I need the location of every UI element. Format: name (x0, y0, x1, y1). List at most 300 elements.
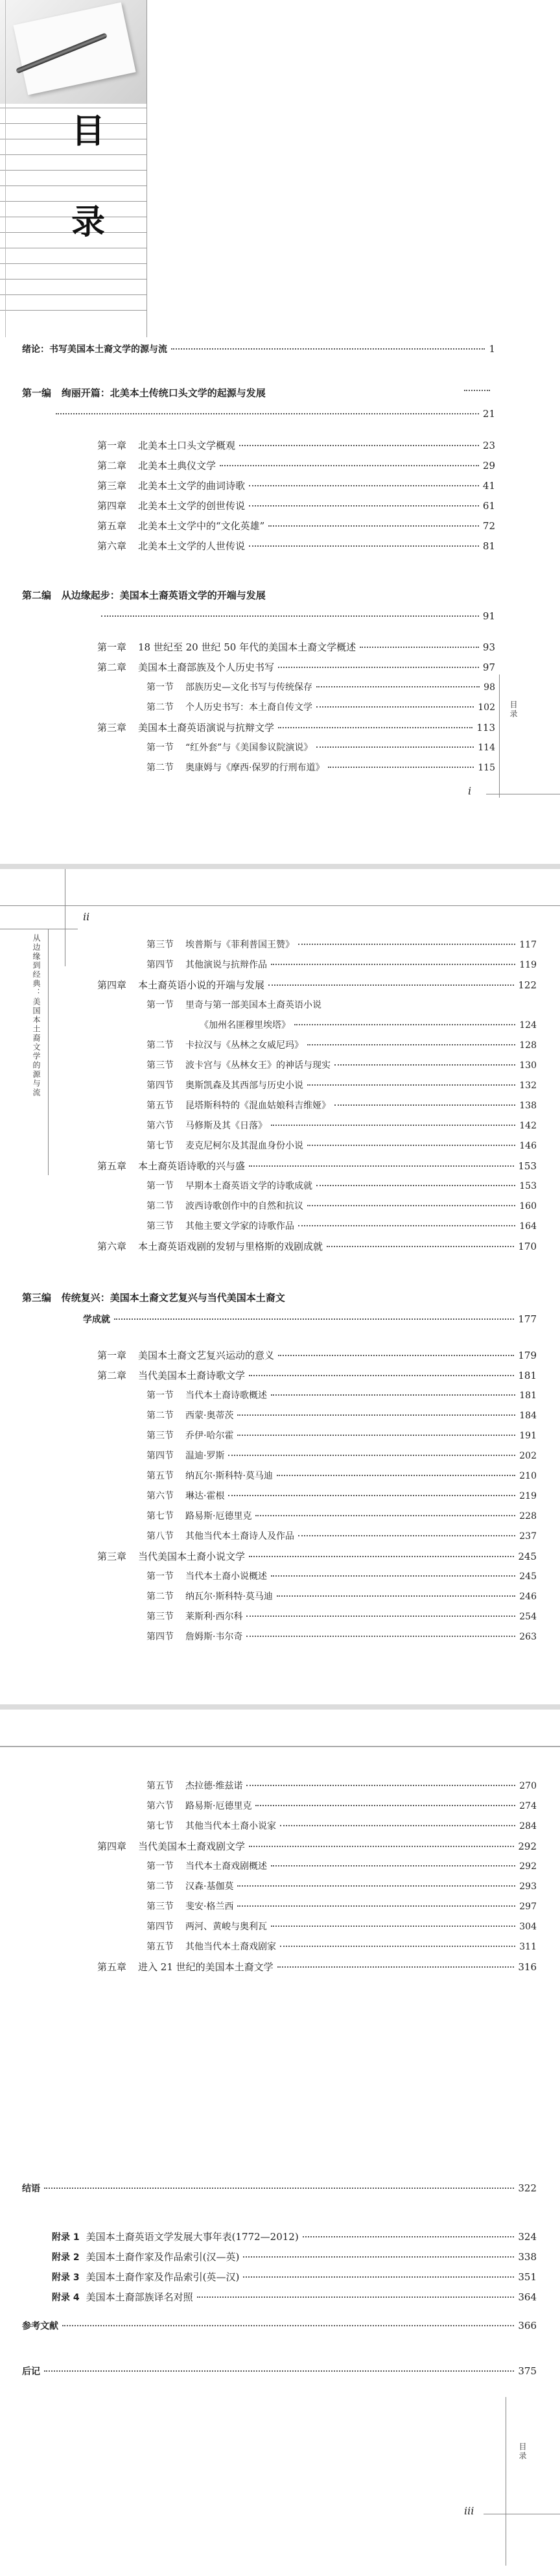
entry-label: 第一节 (146, 743, 174, 753)
entry-title: 汉森·基伽莫 (185, 1881, 234, 1892)
toc-section[interactable] (146, 938, 537, 951)
entry-title: 早期本土裔英语文学的诗歌成就 (185, 1181, 312, 1191)
appendix-label: 附录 4 (52, 2293, 80, 2303)
entry-title: 部族历史—文化书写与传统保存 (185, 682, 312, 693)
toc-section[interactable] (146, 1180, 537, 1193)
references-label: 参考文献 (22, 2321, 58, 2332)
entry-label: 第三节 (146, 1221, 174, 1232)
entry-label: 第二节 (146, 702, 174, 713)
entry-label: 第六章 (97, 540, 127, 552)
entry-label: 第二章 (97, 460, 127, 471)
entry-label: 第三章 (97, 1551, 127, 1562)
entry-title: 波西诗歌创作中的自然和抗议 (185, 1201, 303, 1211)
entry-label: 第四节 (146, 1080, 174, 1091)
toc-chapter[interactable] (97, 479, 495, 492)
page-number: 146 (519, 1141, 537, 1151)
entry-title: 两河、黄峻与奥利瓦 (185, 1922, 267, 1932)
entry-title: 温迪·罗斯 (185, 1451, 225, 1461)
page-number: 338 (518, 2251, 537, 2263)
toc-section[interactable] (146, 1490, 537, 1503)
leader-dots (464, 389, 490, 391)
page-number: 153 (518, 1160, 537, 1172)
entry-title: 北美本土文学中的“文化英雄” (138, 520, 265, 532)
leader-dots (243, 2276, 514, 2278)
page-number: 81 (482, 540, 495, 552)
side-running-head: 从边缘到经典：美国本土裔文学的源与流 (32, 934, 41, 1097)
entry-label: 第二节 (146, 1040, 174, 1051)
toc-section[interactable] (146, 1510, 537, 1523)
leader-dots (237, 1905, 515, 1907)
leader-dots (62, 2324, 514, 2326)
toc-section[interactable] (146, 1900, 537, 1913)
page-number: 97 (482, 662, 495, 673)
page-number: 181 (519, 1390, 537, 1401)
entry-label: 第六节 (146, 1121, 174, 1131)
entry-title: 本土裔英语诗歌的兴与盛 (138, 1160, 246, 1172)
page-number: 153 (519, 1181, 537, 1191)
entry-label: 第四章 (97, 979, 127, 991)
page-number: 72 (482, 520, 495, 532)
entry-title: 北美本土口头文学概观 (138, 440, 236, 451)
entry-label: 第六节 (146, 1801, 174, 1811)
toc-chapter[interactable] (97, 1840, 537, 1853)
page-number: 228 (519, 1511, 537, 1521)
toc-section[interactable] (146, 1409, 537, 1422)
toc-page-2 (0, 869, 560, 1704)
toc-section[interactable] (146, 959, 537, 972)
appendix-title: 美国本土裔作家及作品索引(汉—英) (86, 2251, 240, 2263)
entry-label: 第七节 (146, 1511, 174, 1521)
entry-title: 本土裔英语小说的开端与发展 (138, 979, 265, 991)
entry-title: 当代本土裔小说概述 (185, 1571, 267, 1582)
leader-dots (271, 1925, 515, 1927)
toc-appendix[interactable] (52, 2291, 537, 2304)
header-divider (146, 0, 147, 337)
entry-title: 纳瓦尔·斯科特·莫马迪 (185, 1471, 273, 1481)
toc-section[interactable] (200, 1019, 537, 1032)
entry-label: 第二节 (146, 1411, 174, 1421)
entry-title: 卡拉汉与《丛林之女威尼玛》 (185, 1040, 303, 1051)
part3-title-line2: 学成就 (83, 1315, 110, 1325)
page-number: 246 (519, 1592, 537, 1602)
entry-label: 第五节 (146, 1101, 174, 1111)
page-number: 375 (518, 2365, 537, 2377)
page-number: 184 (519, 1411, 537, 1421)
entry-title: 个人历史书写：本土裔自传文学 (185, 702, 312, 713)
part2-heading[interactable] (22, 588, 266, 602)
page-number: 191 (519, 1431, 537, 1441)
entry-title: 琳达·霍根 (185, 1491, 225, 1501)
entry-label: 第三节 (146, 1431, 174, 1441)
leader-dots (249, 545, 479, 547)
page-number: 274 (519, 1801, 537, 1811)
page-number: 138 (519, 1101, 537, 1111)
toc-section[interactable] (146, 1119, 537, 1132)
toc-appendix[interactable] (52, 2250, 537, 2264)
entry-label: 第二节 (146, 763, 174, 773)
leader-dots (246, 1615, 515, 1617)
leader-dots (278, 726, 472, 728)
toc-section[interactable] (146, 1470, 537, 1483)
entry-title: 当代本土裔戏剧概述 (185, 1861, 267, 1872)
entry-label: 第五节 (146, 1781, 174, 1791)
entry-title: 昆塔斯科特的《混血姑娘科吉维娅》 (185, 1101, 331, 1111)
entry-label: 第五章 (97, 1160, 127, 1172)
toc-afterword[interactable] (22, 2365, 537, 2378)
leader-dots (298, 1534, 515, 1536)
afterword-label: 后记 (22, 2367, 40, 2377)
top-rule (0, 905, 560, 906)
page-number: 23 (482, 440, 495, 451)
leader-dots (237, 1414, 515, 1416)
entry-title: “红外套”与《美国参议院演说》 (185, 743, 313, 753)
toc-chapter[interactable] (97, 1961, 537, 1974)
part3-title-line1: 传统复兴：美国本土裔文艺复兴与当代美国本土裔文 (61, 1292, 285, 1304)
leader-dots (237, 1434, 515, 1436)
side-rule (499, 674, 500, 798)
toc-chapter[interactable] (97, 1240, 537, 1253)
toc-chapter[interactable] (97, 1550, 537, 1563)
entry-label: 第四节 (146, 1451, 174, 1461)
page-number: 179 (518, 1350, 537, 1361)
toc-chapter[interactable] (97, 661, 495, 674)
leader-dots (249, 1165, 514, 1167)
entry-label: 第二节 (146, 1201, 174, 1211)
leader-dots (307, 1144, 515, 1146)
toc-section[interactable] (146, 1880, 537, 1893)
toc-section[interactable] (146, 1630, 537, 1643)
leader-dots (277, 1966, 515, 1968)
top-rule (0, 1746, 560, 1747)
entry-title: 北美本土典仪文学 (138, 460, 216, 471)
side-running-head: 目录 (518, 2442, 527, 2461)
part3-label: 第三编 (22, 1292, 52, 1304)
leader-dots (249, 1845, 514, 1847)
leader-dots (298, 943, 515, 945)
part1-title: 绚丽开篇：北美本土传统口头文学的起源与发展 (61, 387, 266, 399)
entry-label: 第五章 (97, 520, 127, 532)
toc-section[interactable] (146, 999, 537, 1012)
entry-title: 《加州名匪穆里埃塔》 (200, 1020, 290, 1031)
leader-dots (56, 412, 479, 414)
appendix-label: 附录 1 (52, 2232, 80, 2243)
entry-title: 路易斯·厄德里克 (185, 1801, 252, 1811)
toc-conclusion[interactable] (22, 2182, 537, 2195)
toc-chapter[interactable] (97, 459, 495, 472)
toc-section[interactable] (146, 1039, 537, 1052)
folio: i (468, 785, 472, 797)
entry-label: 第一节 (146, 1181, 174, 1191)
toc-section[interactable] (146, 1820, 537, 1833)
toc-chapter[interactable] (97, 540, 495, 553)
toc-section[interactable] (146, 1099, 537, 1112)
toc-chapter[interactable] (97, 641, 495, 654)
page-number: 237 (519, 1531, 537, 1542)
leader-dots (294, 1023, 515, 1025)
entry-title: 埃普斯与《菲利普国王赞》 (185, 940, 294, 950)
entry-label: 第二章 (97, 1370, 127, 1381)
page-number: 202 (519, 1451, 537, 1461)
leader-dots (327, 1245, 514, 1247)
leader-dots (298, 1224, 515, 1226)
leader-dots (268, 984, 514, 986)
toc-section[interactable] (146, 1449, 537, 1462)
page-number: 304 (519, 1922, 537, 1932)
toc-section[interactable] (146, 701, 495, 714)
entry-label: 第一章 (97, 641, 127, 653)
appendix-label: 附录 2 (52, 2252, 80, 2263)
leader-dots (316, 686, 480, 687)
page-number: 98 (484, 682, 495, 693)
entry-title: 乔伊·哈尔霍 (185, 1431, 234, 1441)
toc-section[interactable] (146, 1780, 537, 1793)
toc-appendix[interactable] (52, 2271, 537, 2284)
entry-label: 第五章 (97, 1961, 127, 1973)
toc-section[interactable] (146, 1530, 537, 1543)
entry-title: 美国本土裔英语演说与抗辩文学 (138, 722, 275, 733)
entry-label: 第一节 (146, 1390, 174, 1401)
page-number: 117 (519, 940, 537, 950)
page-number: 292 (518, 1841, 537, 1852)
page-number: 364 (518, 2291, 537, 2303)
entry-title: 杰拉德·维兹诺 (185, 1781, 243, 1791)
leader-dots (271, 1124, 515, 1126)
part3-heading[interactable] (22, 1291, 285, 1304)
page-number: 210 (519, 1471, 537, 1481)
page-number: 366 (518, 2320, 537, 2332)
leader-dots (277, 1595, 515, 1597)
leader-dots (316, 746, 474, 748)
page-number: 164 (519, 1221, 537, 1232)
page-number: 41 (482, 480, 495, 492)
entry-title: 纳瓦尔·斯科特·莫马迪 (185, 1592, 273, 1602)
toc-section[interactable] (146, 1220, 537, 1233)
entry-label: 第一节 (146, 1571, 174, 1582)
page-number: 254 (519, 1612, 537, 1622)
toc-chapter[interactable] (97, 519, 495, 532)
page-number: 114 (478, 743, 495, 753)
toc-section[interactable] (146, 1610, 537, 1623)
leader-dots (307, 1084, 515, 1086)
page-number: 128 (519, 1040, 537, 1051)
toc-section[interactable] (146, 1200, 537, 1213)
header-photo (0, 0, 146, 104)
toc-section[interactable] (146, 1429, 537, 1442)
entry-label: 第二节 (146, 1881, 174, 1892)
leader-dots (249, 484, 479, 486)
leader-dots (243, 2256, 514, 2258)
leader-dots (237, 1885, 515, 1887)
entry-label: 第三节 (146, 1902, 174, 1912)
folio: iii (464, 2505, 474, 2517)
entry-label: 第四章 (97, 1841, 127, 1852)
entry-title: 其他演说与抗辩作品 (185, 960, 267, 970)
page-number: 297 (519, 1902, 537, 1912)
appendix-title: 美国本土裔部族译名对照 (86, 2291, 193, 2303)
entry-label: 第二节 (146, 1592, 174, 1602)
entry-title: 进入 21 世纪的美国本土裔文学 (138, 1961, 274, 1973)
leader-dots (307, 1204, 515, 1206)
toc-section[interactable] (146, 761, 495, 774)
toc-page-1 (0, 0, 560, 864)
leader-dots (246, 1784, 515, 1786)
entry-title: 美国本土裔文艺复兴运动的意义 (138, 1350, 275, 1361)
part2-label: 第二编 (22, 590, 52, 601)
page-number: 119 (519, 960, 537, 970)
leader-dots (316, 1184, 515, 1186)
entry-title: 当代美国本土裔诗歌文学 (138, 1370, 246, 1381)
leader-dots (277, 1474, 515, 1476)
toc-section[interactable] (146, 1590, 537, 1603)
page-number: 284 (519, 1821, 537, 1831)
page-number: 132 (519, 1080, 537, 1091)
part1-heading[interactable] (22, 386, 266, 400)
leader-dots (280, 1824, 515, 1826)
page-number: 1 (489, 343, 495, 355)
conclusion-label: 结语 (22, 2184, 40, 2194)
page-number: 293 (519, 1881, 537, 1892)
leader-dots (220, 464, 479, 466)
page-number: 322 (518, 2182, 537, 2194)
part2-continuation (97, 610, 495, 623)
toc-intro[interactable] (22, 342, 495, 356)
page-number: 102 (478, 702, 495, 713)
entry-label: 第五节 (146, 1471, 174, 1481)
page-number: 219 (519, 1491, 537, 1501)
page-number: 245 (518, 1551, 537, 1562)
entry-label: 第七节 (146, 1821, 174, 1831)
page-number: 181 (518, 1370, 537, 1381)
entry-label: 第四节 (146, 1632, 174, 1642)
entry-title: 马修斯及其《日落》 (185, 1121, 267, 1131)
entry-title: 其他当代本土裔戏剧家 (185, 1942, 276, 1952)
leader-dots (44, 2370, 514, 2372)
entry-label: 第四节 (146, 960, 174, 970)
page-number: 124 (519, 1020, 537, 1031)
entry-title: 奥斯凯森及其西部与历史小说 (185, 1080, 303, 1091)
appendix-label: 附录 3 (52, 2272, 80, 2283)
page-number: 316 (518, 1961, 537, 1973)
leader-dots (278, 1354, 514, 1356)
toc-section[interactable] (146, 1570, 537, 1583)
toc-section[interactable] (146, 1059, 537, 1072)
toc-chapter[interactable] (97, 979, 537, 992)
entry-label: 第四章 (97, 500, 127, 512)
toc-references[interactable] (22, 2319, 537, 2333)
entry-title: 其他当代本土裔诗人及作品 (185, 1531, 294, 1542)
entry-title: 当代美国本土裔戏剧文学 (138, 1841, 246, 1852)
part1-label: 第一编 (22, 387, 52, 399)
toc-appendix[interactable] (52, 2230, 537, 2244)
leader-dots (228, 1494, 515, 1496)
entry-title: 北美本土文学的创世传说 (138, 500, 246, 512)
toc-chapter[interactable] (97, 1369, 537, 1382)
toc-chapter[interactable] (97, 1160, 537, 1173)
leader-dots (278, 666, 479, 668)
toc-section[interactable] (146, 1389, 537, 1402)
leader-dots (303, 2236, 515, 2237)
entry-title: 奥康姆与《摩西·保罗的行刑布道》 (185, 763, 325, 773)
toc-section[interactable] (146, 1800, 537, 1813)
entry-title: 詹姆斯·韦尔奇 (185, 1632, 243, 1642)
toc-chapter[interactable] (97, 1349, 537, 1362)
intro-label: 绪论： (22, 344, 49, 355)
page-number: 270 (519, 1781, 537, 1791)
entry-label: 第一节 (146, 682, 174, 693)
intro-title: 书写美国本土裔文学的源与流 (49, 344, 167, 355)
page-number: 177 (518, 1313, 537, 1325)
entry-label: 第八节 (146, 1531, 174, 1542)
page-number: 93 (482, 641, 495, 653)
toc-page-3 (0, 1710, 560, 2576)
leader-dots (271, 1575, 515, 1577)
page-number: 130 (519, 1060, 537, 1071)
entry-title: 当代本土裔诗歌概述 (185, 1390, 267, 1401)
leader-dots (249, 1555, 514, 1557)
toc-section[interactable] (146, 741, 495, 754)
entry-title: 麦克尼柯尔及其混血身份小说 (185, 1141, 303, 1151)
leader-dots (171, 348, 485, 350)
toc-section[interactable] (146, 1860, 537, 1873)
folio: ii (83, 911, 90, 923)
toc-chapter[interactable] (97, 499, 495, 512)
toc-chapter[interactable] (97, 439, 495, 452)
leader-dots (114, 1318, 514, 1320)
leader-dots (280, 1945, 515, 1947)
entry-label: 第三章 (97, 480, 127, 492)
entry-title: 北美本土文学的人世传说 (138, 540, 246, 552)
toc-section[interactable] (146, 1940, 537, 1953)
entry-title: 莱斯利·西尔科 (185, 1612, 243, 1622)
toc-chapter[interactable] (97, 721, 495, 734)
entry-label: 第三节 (146, 940, 174, 950)
entry-title: 里奇与第一部美国本土裔英语小说 (185, 1000, 321, 1010)
leader-dots (249, 1374, 514, 1376)
leader-dots (271, 1394, 515, 1396)
toc-section[interactable] (146, 681, 495, 694)
part2-title: 从边缘起步：美国本土裔英语文学的开端与发展 (61, 590, 266, 601)
entry-label: 第六节 (146, 1491, 174, 1501)
toc-section[interactable] (146, 1079, 537, 1092)
entry-title: 其他主要文学家的诗歌作品 (185, 1221, 294, 1232)
page-number: 160 (519, 1201, 537, 1211)
leader-dots (239, 444, 479, 446)
side-running-head: 目录 (509, 700, 518, 719)
toc-section[interactable] (146, 1920, 537, 1933)
entry-label: 第一章 (97, 1350, 127, 1361)
leader-dots (249, 505, 479, 507)
leader-dots (271, 963, 515, 965)
page-number: 21 (482, 408, 495, 420)
leader-dots (228, 1454, 515, 1456)
entry-label: 第一节 (146, 1000, 174, 1010)
appendix-title: 美国本土裔作家及作品索引(英—汉) (86, 2271, 240, 2283)
toc-section[interactable] (146, 1139, 537, 1152)
page-number: 351 (518, 2271, 537, 2283)
entry-label: 第一节 (146, 1861, 174, 1872)
leader-dots (328, 766, 474, 768)
leader-dots (197, 2296, 515, 2298)
entry-label: 第六章 (97, 1241, 127, 1252)
page-number: 113 (476, 722, 495, 733)
entry-label: 第三节 (146, 1060, 174, 1071)
leader-dots (246, 1635, 515, 1637)
page-number: 170 (518, 1241, 537, 1252)
page-number: 61 (482, 500, 495, 512)
entry-title: 路易斯·厄德里克 (185, 1511, 252, 1521)
leader-dots (316, 706, 474, 708)
entry-label: 第五节 (146, 1942, 174, 1952)
